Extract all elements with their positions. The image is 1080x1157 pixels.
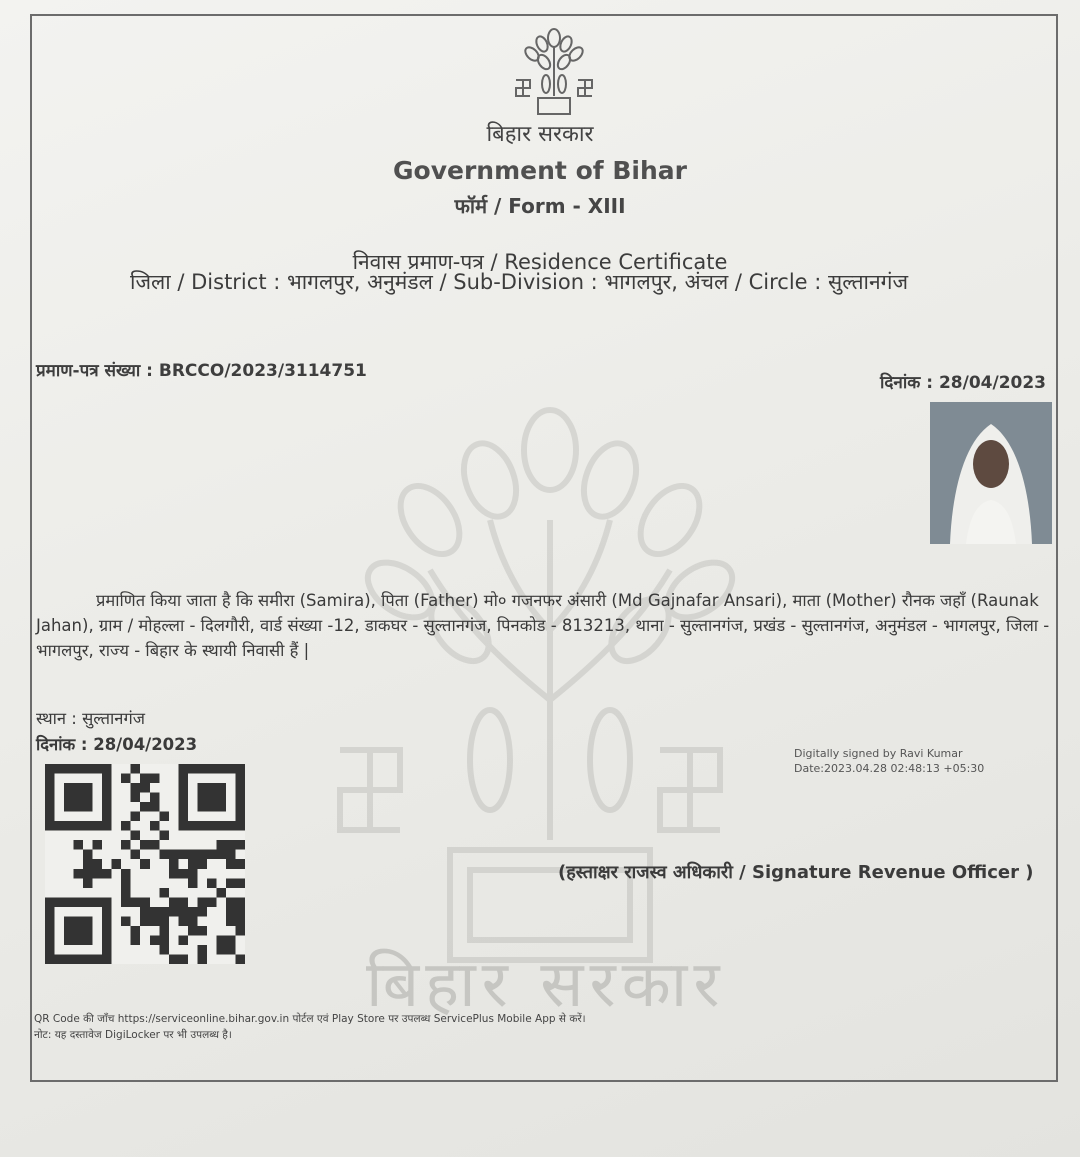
certification-statement (36, 588, 1052, 663)
header-title-english: Government of Bihar (393, 156, 687, 185)
digital-signed-by: Digitally signed by Ravi Kumar (794, 747, 963, 760)
certificate-number: प्रमाण-पत्र संख्या : BRCCO/2023/3114751 (36, 361, 367, 381)
bihar-emblem-icon (508, 26, 600, 118)
watermark-text: बिहार सरकार (366, 948, 726, 1022)
applicant-photo (930, 402, 1052, 544)
signature-label: (हस्ताक्षर राजस्व अधिकारी / Signature Revenue Officer ) (558, 862, 1034, 883)
digital-signed-date: Date:2023.04.28 02:48:13 +05:30 (794, 762, 985, 775)
certification-text: प्रमाणित किया जाता है कि समीरा (Samira), पिता (Father) मो० गजनफर अंसारी (Md Gajnafar Ansari), माता (Mother) रौनक जहाँ (Raunak Jahan), ग्राम / मोहल्ला - दिलगौरी, वार्ड संख्या -12, डाकघर - सुल्तानगंज, पिनकोड - 813213, थाना - सुल्तानगंज, प्रखंड - सुल्तानगंज, अनुमंडल - भागलपुर, जिला - भागलपुर, राज्य - बिहार के स्थायी निवासी हैं | (36, 591, 1050, 660)
qr-code-icon (40, 764, 250, 964)
certificate-title: निवास प्रमाण-पत्र / Residence Certificate (352, 250, 728, 274)
place-line: स्थान : सुल्तानगंज (36, 709, 145, 728)
issue-date: दिनांक : 28/04/2023 (880, 373, 1047, 393)
qr-verification-note: QR Code की जाँच https://serviceonline.bihar.gov.in पोर्टल एवं Play Store पर उपलब्ध ServicePlus Mobile App से करें। (34, 1013, 586, 1025)
header-title-hindi: बिहार सरकार (486, 122, 594, 147)
footer-date: दिनांक : 28/04/2023 (36, 735, 198, 754)
form-number: फॉर्म / Form - XIII (454, 194, 626, 218)
digilocker-note: नोट: यह दस्तावेज DigiLocker पर भी उपलब्ध है। (34, 1029, 232, 1041)
district-line: जिला / District : भागलपुर, अनुमंडल / Sub-Division : भागलपुर, अंचल / Circle : सुल्तानगंज (130, 270, 909, 294)
digital-signature (794, 746, 984, 776)
